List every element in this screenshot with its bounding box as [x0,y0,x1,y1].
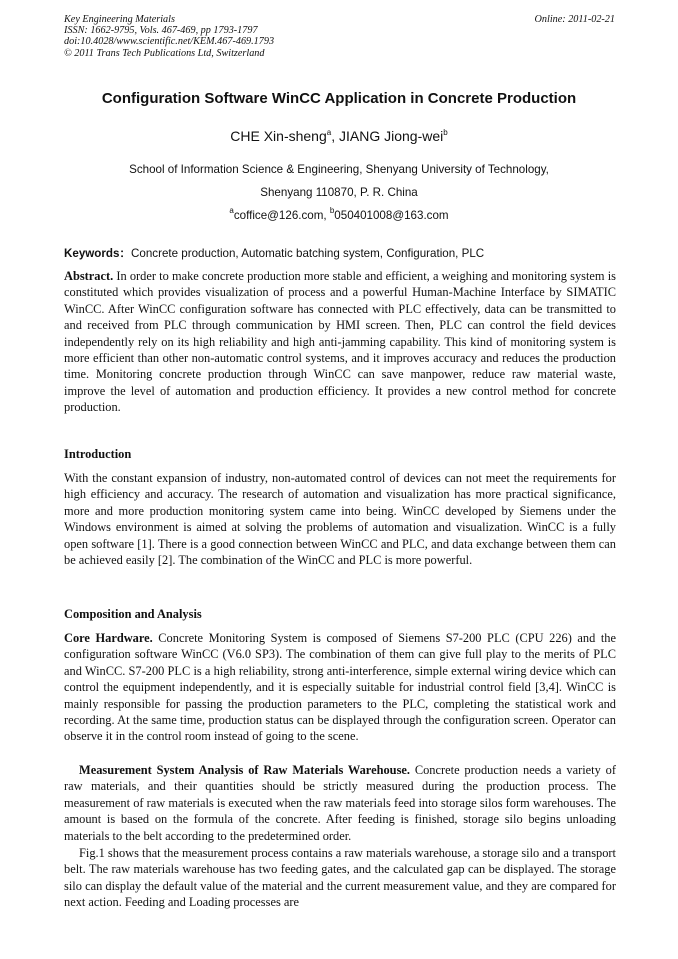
abstract-text: In order to make concrete production more stable and efficient, a weighing and monitoring system is constituted which provides visualization of process and a powerful Human-Machine Interface by SIMATIC WinCC. After WinCC configuration software has connected with PLC effectively, data can be transmitted to and received from PLC through communication by HMI screen. Then, PLC can control the field devices independently rely on its high reliability and high anti-jamming capability. This kind of monitoring system is more efficient than other non-automatic control systems, and it improves accuracy and reduces the production time. Monitoring concrete production through WinCC can save manpower, reduce raw material waste, improve the level of automation and production efficiency. It provides a new control method for concrete production. [64,269,616,415]
measurement-paragraph [64,762,616,844]
paper-title: Configuration Software WinCC Application in Concrete Production [101,90,577,107]
introduction-paragraph: With the constant expansion of industry, non-automated control of devices can not meet the requirements for high efficiency and accuracy. The research of automation and visualization has more practical significance, more and more production monitoring system came into being. WinCC developed by Siemens under the Windows environment is aimed at solving the problems of automation and visualization. WinCC is a fully open software [1]. There is a good connection between WinCC and PLC, and data exchange between them can be achieved easily [2]. The combination of the WinCC and PLC is more powerful. [64,471,616,568]
author-line [0,128,678,144]
copyright-line: © 2011 Trans Tech Publications Ltd, Switzerland [64,47,265,59]
introduction-heading: Introduction [64,447,132,461]
author-1-sup: a [326,128,332,137]
email-a: coffice@126.com, [233,209,330,222]
issn-line: ISSN: 1662-9795, Vols. 467-469, pp 1793-1797 [64,25,258,37]
email-line [0,206,678,222]
keywords [64,245,616,261]
core-hardware-paragraph [64,630,616,745]
figure-description-paragraph: Fig.1 shows that the measurement process contains a raw materials warehouse, a storage silo and a transport belt. The raw materials warehouse has two feeding gates, and the calculated gap can be displayed. The storage silo can display the default value of the material and the current measurement value, and they are compared for next action. Feeding and Loading processes are [64,846,616,910]
journal-name: Key Engineering Materials [64,14,175,25]
journal-header [64,14,274,59]
abstract-label: Abstract. [64,269,114,283]
affiliation-line-1: School of Information Science & Engineering, Shenyang University of Technology, [129,163,549,176]
keywords-text: Concrete production, Automatic batching system, Configuration, PLC [131,247,485,260]
affiliation-line-2: Shenyang 110870, P. R. China [260,186,418,199]
email-a-sup: a [229,206,234,215]
keywords-label: Keywords： [64,247,132,260]
measurement-label: Measurement System Analysis of Raw Materials Warehouse. [79,763,410,777]
email-b-sup: b [329,206,335,215]
doi-line: doi:10.4028/www.scientific.net/KEM.467-469.1793 [64,36,275,48]
measurement-text: Concrete production needs a variety of raw materials, and their quantities should be strictly measured during the production process. The measurement of raw materials is executed when the raw materials feed into storage silos form warehouses. The amount is based on the formula of the concrete. After feeding is finished, storage silo begins unloading materials to the belt according to the predetermined order. [64,763,616,843]
author-2: JIANG Jiong-wei [339,128,444,144]
author-2-sup: b [443,128,448,137]
email-b: 050401008@163.com [334,209,449,222]
core-hardware-text: Concrete Monitoring System is composed of Siemens S7-200 PLC (CPU 226) and the configuration software WinCC (V6.0 SP3). The combination of them can give full play to the merits of PLC and WinCC. S7-200 PLC is a high reliability, strong anti-interference, simple external wiring device which can control the equipment independently, and it is especially suitable for industrial control field [3,4]. WinCC is mainly responsible for passing the production parameters to the PLC, completing the statistical work and recording. At the same time, production status can be displayed through the configuration screen. Operator can observe it in the control room instead of going to the scene. [64,631,617,744]
composition-heading: Composition and Analysis [64,607,202,621]
core-hardware-label: Core Hardware. [64,631,153,645]
online-date: Online: 2011-02-21 [534,14,615,25]
author-separator: , [331,128,339,144]
abstract-paragraph [64,268,616,416]
author-1: CHE Xin-sheng [230,128,327,144]
